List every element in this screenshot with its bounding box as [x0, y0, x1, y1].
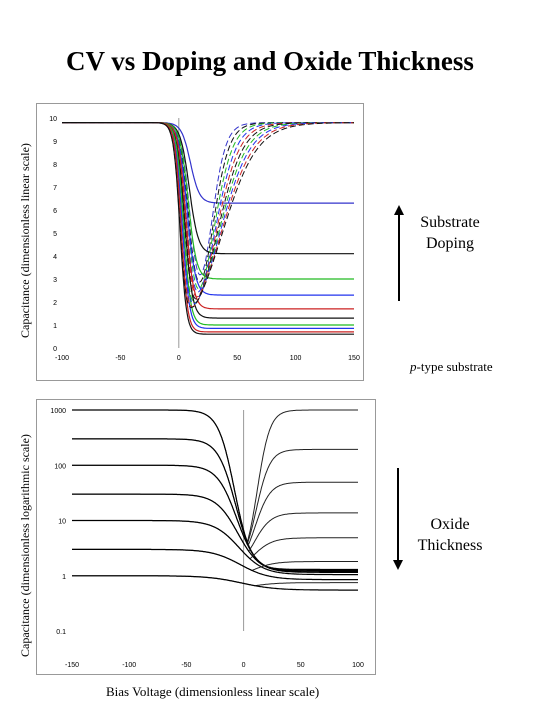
x-tick-label: 100 [289, 355, 302, 362]
x-tick-label: -150 [64, 662, 80, 669]
x-tick-label: -50 [115, 355, 126, 362]
y-tick-label: 6 [53, 208, 57, 215]
x-tick-label: -50 [181, 662, 192, 669]
y-tick-label: 0.1 [56, 629, 66, 636]
top-y-axis-label: Capacitance (dimensionless linear scale) [18, 143, 32, 338]
oxide-cv-chart [36, 399, 376, 675]
x-tick-label: 150 [348, 355, 360, 362]
y-tick-label: 8 [53, 162, 57, 169]
x-tick-label: 50 [233, 355, 242, 362]
y-tick-label: 5 [53, 231, 57, 238]
oxide-thickness-label: Oxide Thickness [417, 516, 483, 554]
x-tick-label: -100 [122, 662, 137, 669]
y-tick-label: 7 [53, 185, 57, 192]
x-tick-label: 0 [176, 355, 181, 362]
y-tick-label: 10 [58, 518, 66, 526]
doping-cv-chart [36, 103, 364, 381]
y-tick-label: 100 [54, 463, 66, 471]
y-tick-label: 1 [62, 573, 66, 581]
y-tick-label: 1 [53, 323, 57, 330]
y-tick-label: 1000 [50, 408, 66, 415]
p-type-suffix: -type substrate [416, 359, 493, 374]
p-type-substrate-note [410, 359, 493, 375]
x-tick-label: -100 [54, 355, 70, 362]
substrate-doping-label: Substrate Doping [420, 214, 480, 252]
bottom-x-axis-label [106, 684, 319, 700]
bottom-y-axis-label: Capacitance (dimensionless logarithmic scale) [18, 434, 32, 657]
page-title: CV vs Doping and Oxide Thickness [66, 46, 474, 76]
y-tick-label: 9 [53, 139, 57, 146]
doping-arrow-icon [391, 205, 407, 303]
oxide-arrow-icon [390, 468, 406, 570]
x-tick-label: 0 [241, 662, 246, 669]
y-tick-label: 0 [53, 346, 57, 353]
y-tick-label: 4 [53, 254, 57, 261]
y-tick-label: 3 [53, 277, 57, 284]
x-tick-label: 100 [352, 662, 364, 669]
bias-voltage-text: Bias Voltage (dimensionless linear scale) [106, 684, 320, 699]
y-tick-label: 2 [53, 300, 57, 307]
p-type-prefix: p [410, 359, 417, 374]
y-tick-label: 10 [49, 116, 57, 123]
x-tick-label: 50 [296, 662, 305, 669]
